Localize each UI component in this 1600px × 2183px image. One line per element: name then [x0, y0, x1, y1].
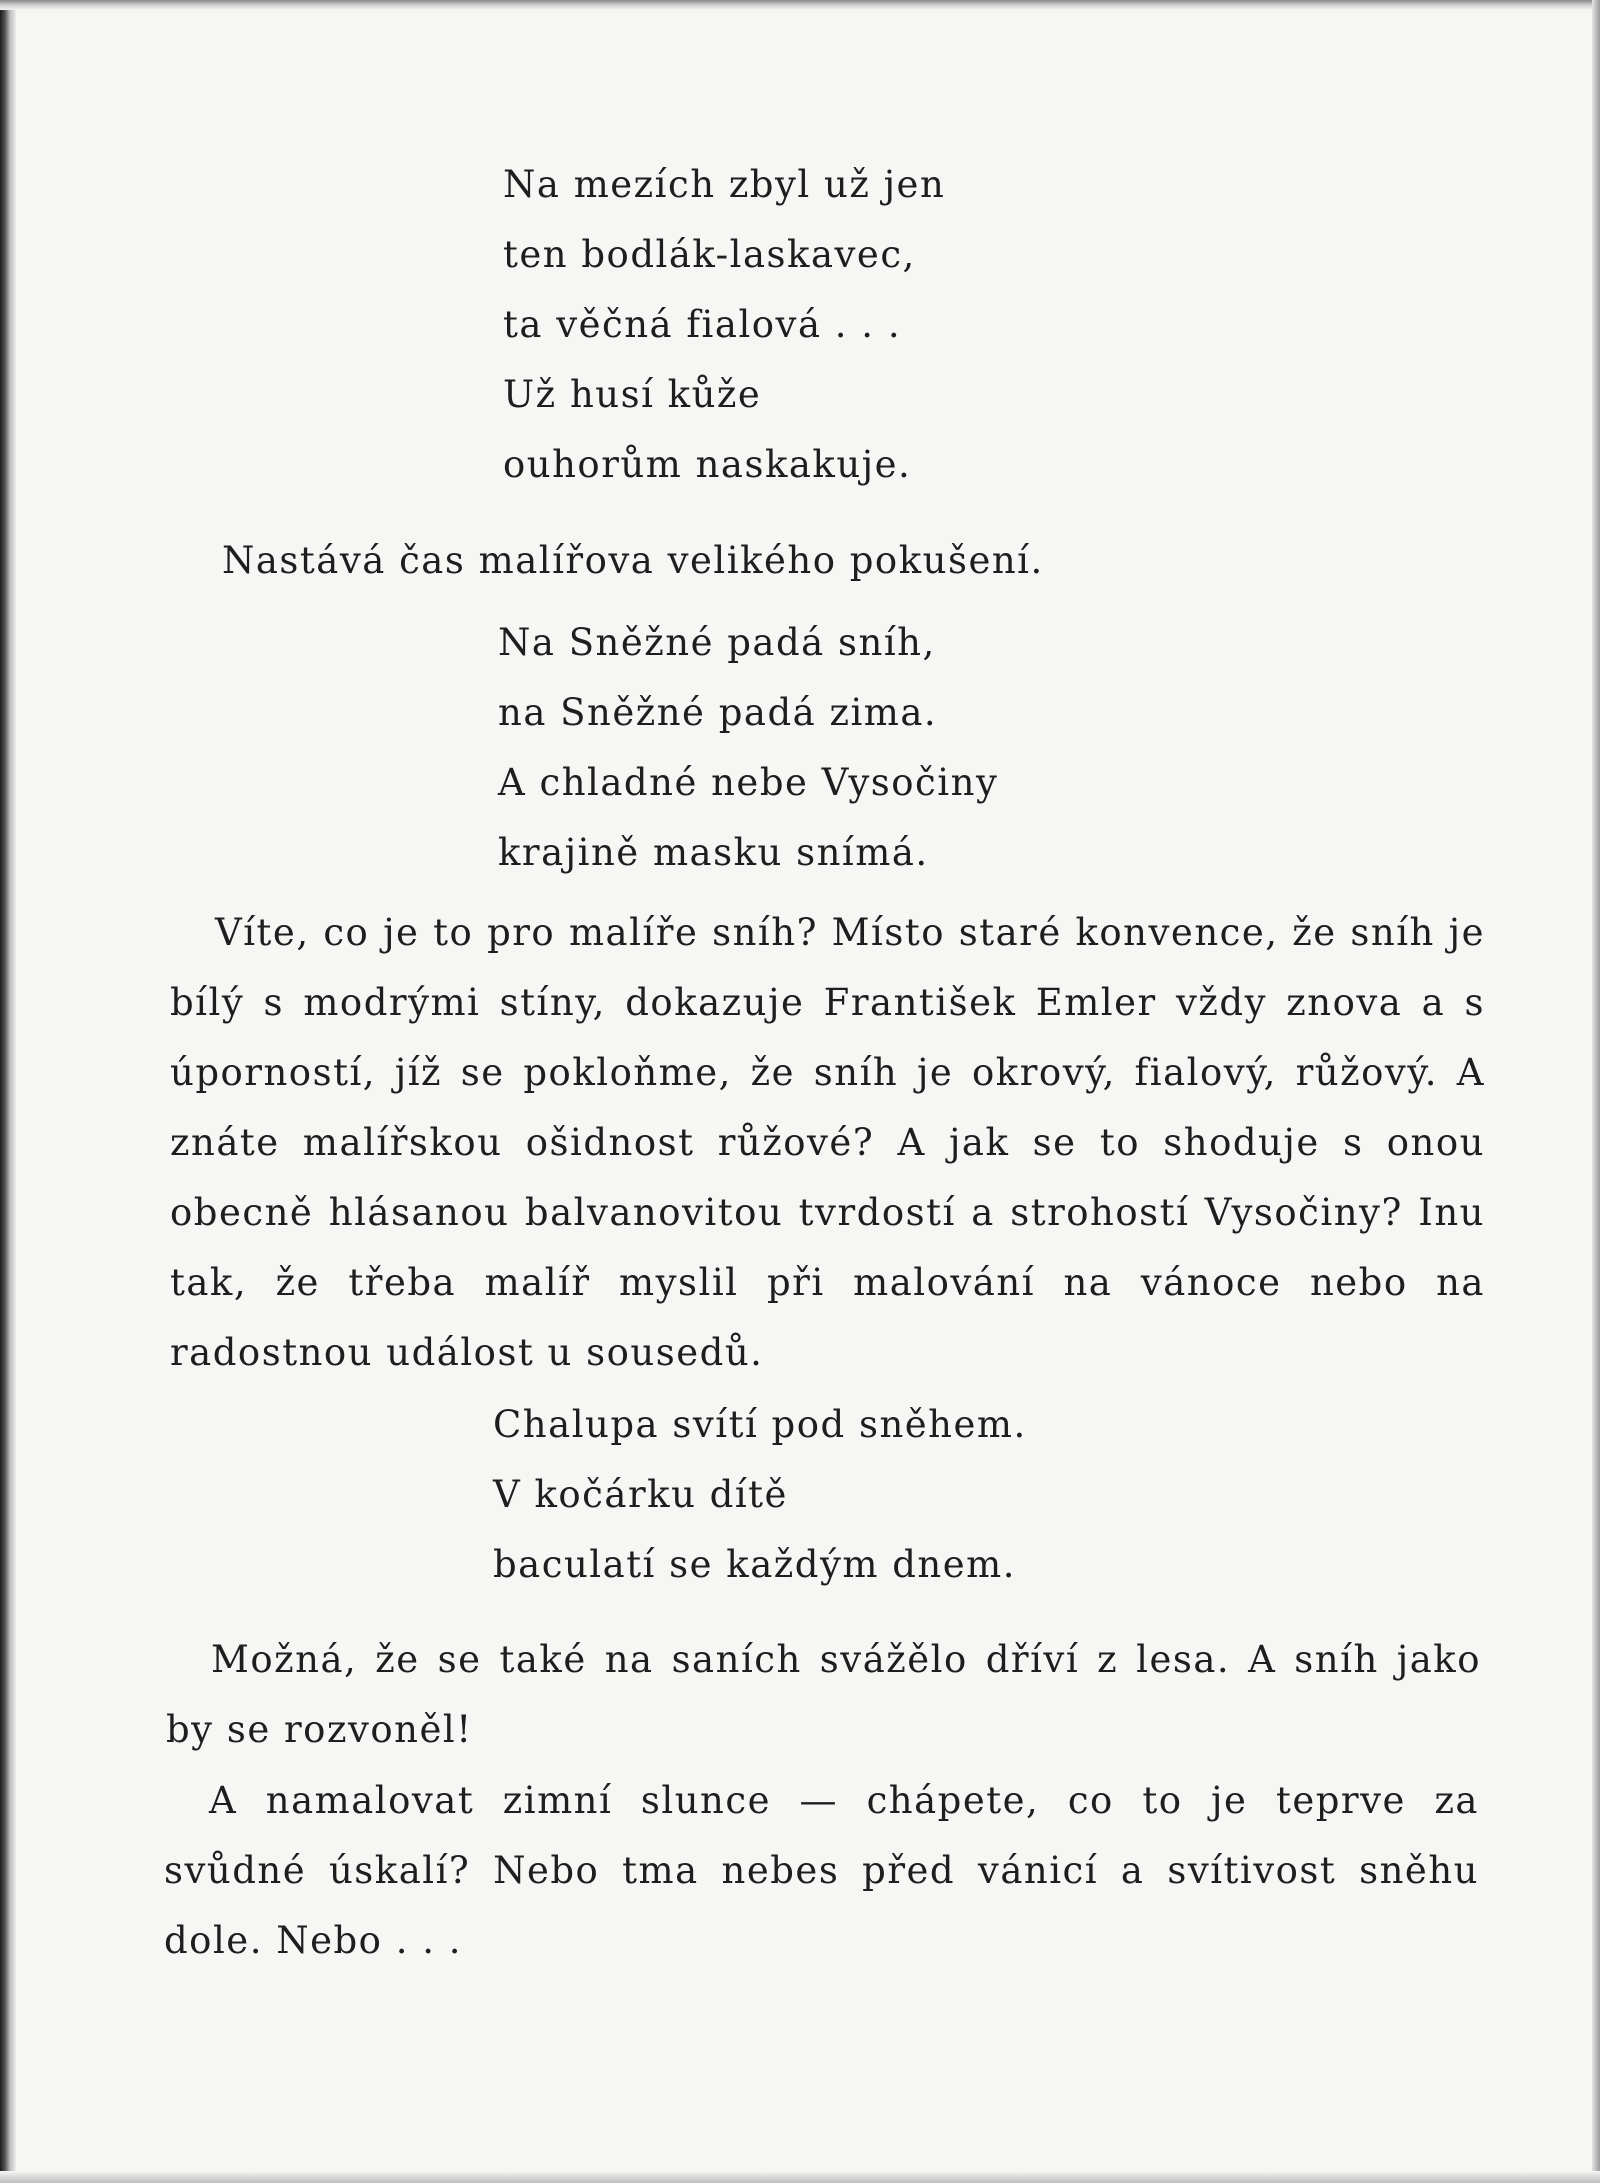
poem-stanza-1: [503, 150, 945, 500]
verse-line: Už husí kůže: [503, 373, 762, 416]
verse-line: A chladné nebe Vysočiny: [498, 761, 999, 804]
poem-stanza-2: [498, 608, 998, 888]
prose-paragraph-3: A namalovat zimní slunce — chápete, co to je teprve za svůdné úskalí? Nebo tma nebes před vánicí a svítivost sněhu dole. Nebo . . .: [164, 1779, 1479, 1962]
prose-paragraph-1: Víte, co je to pro malíře sníh? Místo staré konvence, že sníh je bílý s modrými stíny, dokazuje František Emler vždy znova a s úporností, jíž se pokloňme, že sníh je okrový, fialový, růžový. A znáte malířskou ošidnost růžové? A jak se to shoduje s onou obecně hlásanou balvanovitou tvrdostí a strohostí Vysočiny? Inu tak, že třeba malíř myslil při malování na vánoce nebo na radostnou událost u sousedů.: [170, 911, 1485, 1374]
verse-line: Na Sněžné padá sníh,: [498, 621, 936, 664]
verse-line: ten bodlák-laskavec,: [503, 233, 916, 276]
scan-edge-left: [0, 0, 16, 2183]
verse-line: krajině masku snímá.: [498, 831, 929, 874]
scan-edge-bottom: [0, 2171, 1600, 2183]
verse-line: V kočárku dítě: [493, 1473, 788, 1516]
prose-paragraph-2: Možná, že se také na saních svážělo dříví z lesa. A sníh jako by se rozvoněl!: [166, 1638, 1481, 1751]
verse-line: Chalupa svítí pod sněhem.: [493, 1403, 1027, 1446]
verse-line: ta věčná fialová . . .: [503, 303, 902, 346]
scan-edge-top: [0, 0, 1600, 10]
verse-line: na Sněžné padá zima.: [498, 691, 938, 734]
verse-line: baculatí se každým dnem.: [493, 1543, 1016, 1586]
verse-line: Na mezích zbyl už jen: [503, 163, 946, 206]
interlude-line: Nastává čas malířova velikého pokušení.: [222, 539, 1044, 582]
scan-edge-right: [1592, 0, 1600, 2183]
verse-line: ouhorům naskakuje.: [503, 443, 912, 486]
poem-stanza-3: [493, 1390, 1027, 1600]
